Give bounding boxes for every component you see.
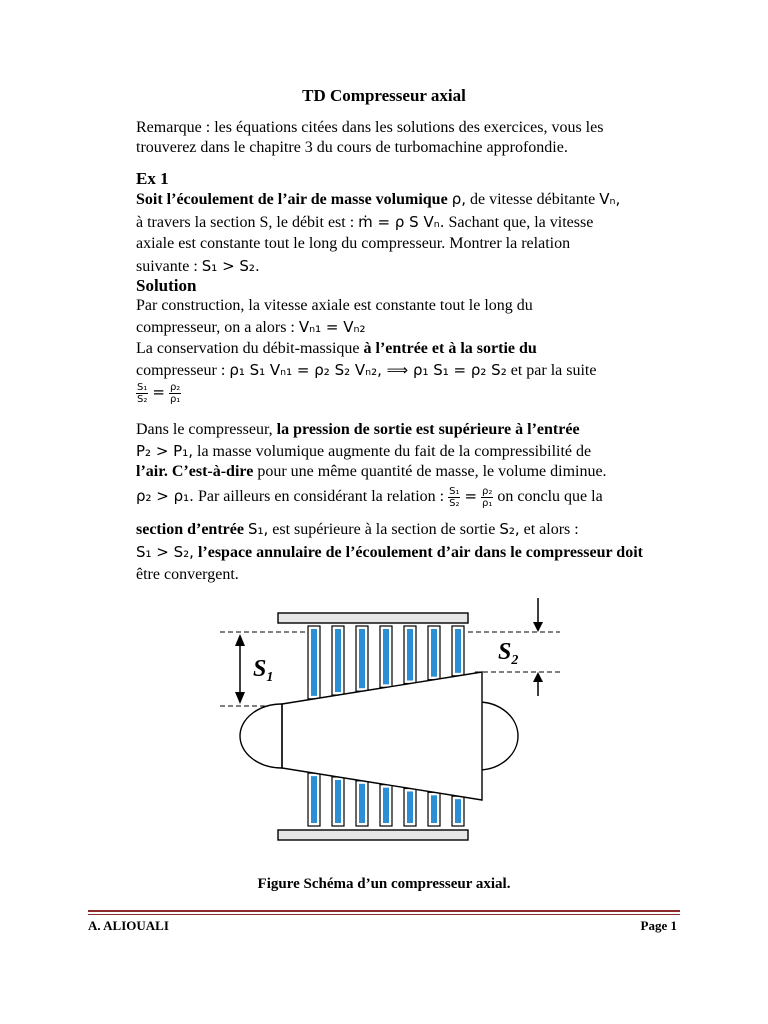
s1-label: $S_1$ (253, 656, 274, 685)
bottom-casing-plate (278, 830, 468, 840)
solution-p3-l3-bold: l’air. C’est-à-dire (136, 463, 254, 480)
solution-p3-line-4 (136, 486, 603, 509)
fraction-numerator: ρ₂ (482, 486, 493, 497)
top-blade (311, 629, 317, 696)
solution-p2-l1-text: La conservation du débit-massique (136, 340, 360, 357)
exercise-l1-bold: Soit l’écoulement de l’air de masse volumique (136, 191, 448, 208)
fraction-denominator: ρ₁ (482, 498, 493, 509)
solution-p1-l2-text: compresseur, on a alors : (136, 319, 295, 336)
bottom-blade (431, 795, 437, 823)
solution-p3-l1-bold: la pression de sortie est supérieure à l’entrée (276, 421, 580, 438)
solution-p3-l5-eq2: S₂, (499, 520, 520, 538)
exercise-l1-rho: ρ, (451, 190, 466, 208)
solution-p2-l2-eq: ρ₁ S₁ Vₙ₁ = ρ₂ S₂ Vₙ₂, ⟹ ρ₁ S₁ = ρ₂ S₂ (229, 361, 507, 379)
solution-p1-line-2 (136, 317, 365, 338)
bottom-blade (407, 791, 413, 823)
fraction-s1-s2-inline (448, 486, 460, 509)
solution-p3-l1-text: Dans le compresseur, (136, 421, 273, 438)
solution-heading: Solution (136, 276, 197, 295)
solution-p3-l5-eq1: S₁, (247, 520, 269, 538)
solution-p2-l2-rest: et par la suite (510, 362, 597, 379)
fraction-equals: = (464, 487, 478, 506)
solution-p3-l5-text: est supérieure à la section de sortie (272, 521, 496, 538)
exercise-line-3: axiale est constante tout le long du compresseur. Montrer la relation (136, 235, 571, 252)
bottom-blade (359, 784, 365, 823)
solution-p3-l4-eq: ρ₂ > ρ₁. (136, 487, 194, 506)
figure-caption: Figure Schéma d’un compresseur axial. (257, 876, 511, 892)
s2-arrow-bottom (533, 672, 543, 696)
solution-p3-line-3 (136, 462, 607, 482)
s1-arrow (235, 634, 245, 704)
fraction-numerator: S₁ (449, 486, 460, 497)
top-blade (455, 629, 461, 673)
footer-rule-thick (88, 910, 680, 912)
exercise-line-4 (136, 256, 260, 277)
solution-p1-line-1: Par construction, la vitesse axiale est constante tout le long du (136, 297, 533, 314)
solution-p3-l6-bold: l’espace annulaire de l’écoulement d’air dans le compresseur doit (197, 544, 643, 561)
bottom-blade (335, 780, 341, 823)
bottom-blade (455, 799, 461, 823)
s2-label: $S_2$ (498, 639, 519, 668)
solution-p3-l2-rest: la masse volumique augmente du fait de la compressibilité de (197, 443, 592, 460)
top-blade (383, 629, 389, 684)
remark-line-1: Remarque : les équations citées dans les solutions des exercices, vous les (136, 119, 604, 136)
footer-rule-thin (88, 914, 680, 915)
s2-arrow-top (533, 598, 543, 632)
exercise-line-2 (136, 212, 593, 233)
solution-p3-l5-rest: et alors : (523, 521, 579, 538)
exercise-l1-vn: Vₙ, (599, 190, 621, 208)
fraction-denominator: ρ₁ (169, 394, 181, 405)
page-title: TD Compresseur axial (302, 86, 466, 105)
exercise-l4-text: suivante : (136, 258, 198, 275)
fraction-numerator: ρ₂ (169, 382, 181, 393)
solution-p1-l2-eq: Vₙ₁ = Vₙ₂ (298, 318, 366, 336)
exercise-l2-eq: ṁ = ρ S Vₙ. (358, 213, 445, 231)
exercise-l4-eq: S₁ > S₂. (201, 257, 260, 275)
footer-page-number: Page 1 (640, 918, 677, 933)
exercise-heading: Ex 1 (136, 169, 169, 188)
solution-p3-line-6 (136, 542, 643, 563)
fraction-denominator: S₂ (137, 394, 148, 405)
exercise-line-1 (136, 189, 620, 210)
fraction-equals: = (152, 383, 165, 402)
solution-p3-l3-rest: pour une même quantité de masse, le volume diminue. (257, 463, 607, 480)
solution-p3-line-7: être convergent. (136, 566, 239, 583)
footer-author: A. ALIOUALI (88, 918, 169, 933)
fraction-numerator: S₁ (137, 382, 148, 393)
fraction-rho2-rho1 (169, 382, 181, 405)
top-casing-plate (278, 613, 468, 623)
solution-p3-line-2 (136, 441, 591, 462)
solution-p3-l4-rest: on conclu que la (497, 488, 603, 506)
exercise-l2-rest: Sachant que, la vitesse (448, 214, 594, 231)
solution-p3-line-5 (136, 519, 579, 540)
solution-p3-line-1 (136, 420, 580, 440)
solution-p3-l4-text: Par ailleurs en considérant la relation : (197, 488, 445, 506)
exercise-l1-rest: de vitesse débitante (469, 191, 596, 208)
fraction-rho2-rho1-inline (481, 486, 493, 509)
top-blade (431, 629, 437, 677)
top-blade (359, 629, 365, 688)
solution-p2-l1-bold: à l’entrée et à la sortie du (363, 340, 537, 357)
solution-p3-l6-eq: S₁ > S₂, (136, 543, 194, 561)
solution-p2-l2-text: compresseur : (136, 362, 226, 379)
top-blade (407, 629, 413, 681)
top-blade (335, 629, 341, 692)
fraction-denominator: S₂ (449, 498, 460, 509)
solution-p2-line-2 (136, 360, 596, 381)
bottom-blade (383, 788, 389, 823)
compressor-diagram (220, 596, 560, 866)
bottom-blade (311, 776, 317, 823)
solution-p3-l2-eq: P₂ > P₁, (136, 442, 193, 460)
exercise-l2-text: à travers la section S, le débit est : (136, 214, 355, 231)
solution-fraction-line (136, 382, 181, 405)
solution-p3-l5-bold: section d’entrée (136, 521, 244, 538)
solution-p2-line-1 (136, 339, 537, 359)
fraction-s1-s2 (136, 382, 148, 405)
remark-line-2: trouverez dans le chapitre 3 du cours de turbomachine approfondie. (136, 139, 568, 156)
